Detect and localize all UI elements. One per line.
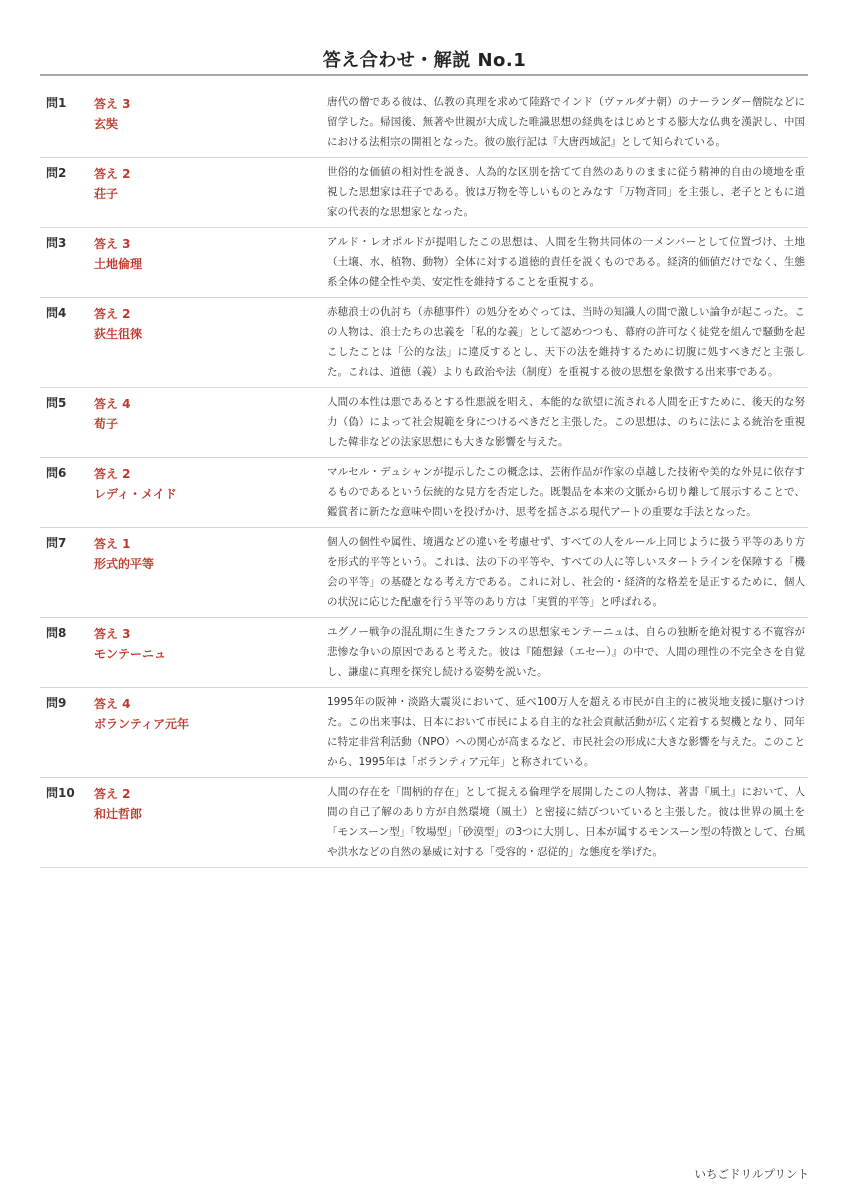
explanation-text: 人間の本性は悪であるとする性悪説を唱え、本能的な欲望に流される人間を正すために、後天的な努力（偽）によって社会規範を身につけるべきだと主張した。この思想は、のちに法による統治を重視した韓非などの法家思想にも大きな影響を与えた。	[327, 396, 805, 448]
explanation-text: アルド・レオポルドが提唱したこの思想は、人間を生物共同体の一メンバーとして位置づけ、土地（土壌、水、植物、動物）全体に対する道徳的責任を説くものである。経済的価値だけでなく、生態系全体の健全性や美、安定性を維持することを重視する。	[327, 236, 805, 288]
answer-term: 土地倫理	[94, 257, 143, 271]
question-number: 問3	[46, 236, 67, 250]
answer-block	[94, 624, 314, 664]
answer-choice: 答え 3	[94, 627, 131, 641]
explanation-text: 唐代の僧である彼は、仏教の真理を求めて陸路でインド（ヴァルダナ朝）のナーランダー僧院などに留学した。帰国後、無著や世親が大成した唯識思想の経典をはじめとする膨大な仏典を漢訳し、中国における法相宗の開祖となった。彼の旅行記は『大唐西域記』として知られている。	[327, 96, 805, 148]
answer-block	[94, 304, 314, 344]
explanation-text: ユグノー戦争の混乱期に生きたフランスの思想家モンテーニュは、自らの独断を絶対視する不寛容が悲惨な争いの原因であると考えた。彼は『随想録（エセー）』の中で、人間の理性の不完全さを自覚し、謙虚に真理を探究し続ける姿勢を説いた。	[327, 626, 805, 678]
answer-choice: 答え 2	[94, 787, 131, 801]
answer-term: 荻生徂徠	[94, 327, 143, 341]
answer-block	[94, 234, 314, 274]
answer-term: 玄奘	[94, 117, 119, 131]
answer-choice: 答え 2	[94, 307, 131, 321]
answer-choice: 答え 2	[94, 467, 131, 481]
question-number: 問6	[46, 466, 67, 480]
answer-row	[40, 228, 808, 298]
answer-block	[94, 694, 314, 734]
answer-choice: 答え 4	[94, 697, 131, 711]
answer-block	[94, 94, 314, 134]
answer-choice: 答え 4	[94, 397, 131, 411]
answer-row	[40, 298, 808, 388]
answer-term: 荀子	[94, 417, 119, 431]
question-number: 問4	[46, 306, 67, 320]
answer-term: 荘子	[94, 187, 119, 201]
answer-choice: 答え 3	[94, 97, 131, 111]
question-number: 問9	[46, 696, 67, 710]
answer-block	[94, 784, 314, 824]
answer-choice: 答え 3	[94, 237, 131, 251]
page-title: 答え合わせ・解説 No.1	[322, 50, 527, 71]
explanation-text: 世俗的な価値の相対性を説き、人為的な区別を捨てて自然のありのままに従う精神的自由の境地を重視した思想家は荘子である。彼は万物を等しいものとみなす「万物斉同」を主張し、老子とともに道家の代表的な思想家となった。	[327, 166, 805, 218]
answer-term: 形式的平等	[94, 557, 155, 571]
question-number: 問7	[46, 536, 67, 550]
answer-row	[40, 528, 808, 618]
answer-block	[94, 464, 314, 504]
answer-choice: 答え 2	[94, 167, 131, 181]
answer-row	[40, 88, 808, 158]
answer-row	[40, 458, 808, 528]
title-divider	[40, 74, 808, 76]
answer-row	[40, 618, 808, 688]
answer-choice: 答え 1	[94, 537, 131, 551]
explanation-text: 1995年の阪神・淡路大震災において、延べ100万人を超える市民が自主的に被災地支援に駆けつけた。この出来事は、日本において市民による自主的な社会貢献活動が広く定着する契機となり、同年に特定非営利活動（NPO）への関心が高まるなど、市民社会の形成に大きな影響を与えた。このことから、1995年は「ボランティア元年」と称されている。	[327, 696, 805, 768]
explanation-text: 赤穂浪士の仇討ち（赤穂事件）の処分をめぐっては、当時の知識人の間で激しい論争が起こった。この人物は、浪士たちの忠義を「私的な義」として認めつつも、幕府の許可なく徒党を組んで騒動を起こしたことは「公的な法」に違反するとし、天下の法を維持するために切腹に処すべきだと主張した。これは、道徳（義）よりも政治や法（制度）を重視する彼の思想を象徴する出来事である。	[327, 306, 805, 378]
question-number: 問5	[46, 396, 67, 410]
answer-row	[40, 388, 808, 458]
explanation-text: マルセル・デュシャンが提示したこの概念は、芸術作品が作家の卓越した技術や美的な外見に依存するものであるという伝統的な見方を否定した。既製品を本来の文脈から切り離して展示することで、鑑賞者に新たな意味や問いを投げかけ、思考を揺さぶる現代アートの重要な手法となった。	[327, 466, 805, 518]
answer-block	[94, 394, 314, 434]
answer-term: 和辻哲郎	[94, 807, 143, 821]
answer-term: モンテーニュ	[94, 647, 167, 661]
answer-row	[40, 688, 808, 778]
footer-brand: いちごドリルプリント	[694, 1167, 809, 1181]
question-number: 問2	[46, 166, 67, 180]
answer-list	[40, 88, 808, 868]
question-number: 問8	[46, 626, 67, 640]
answer-term: レディ・メイド	[94, 487, 177, 501]
explanation-text: 個人の個性や属性、境遇などの違いを考慮せず、すべての人をルール上同じように扱う平等のあり方を形式的平等という。これは、法の下の平等や、すべての人に等しいスタートラインを保障する「機会の平等」の基礎となる考え方である。これに対し、社会的・経済的な格差を是正するために、個人の状況に応じた配慮を行う平等のあり方は「実質的平等」と呼ばれる。	[327, 536, 805, 608]
answer-block	[94, 534, 314, 574]
question-number: 問1	[46, 96, 67, 110]
answer-term: ボランティア元年	[94, 717, 190, 731]
answer-block	[94, 164, 314, 204]
answer-row	[40, 778, 808, 868]
answer-row	[40, 158, 808, 228]
question-number: 問10	[46, 786, 75, 800]
explanation-text: 人間の存在を「間柄的存在」として捉える倫理学を展開したこの人物は、著書『風土』において、人間の自己了解のあり方が自然環境（風土）と密接に結びついていると主張した。彼は世界の風土を「モンスーン型」「牧場型」「砂漠型」の3つに大別し、日本が属するモンスーン型の特徴として、台風や洪水などの自然の暴威に対する「受容的・忍従的」な態度を挙げた。	[327, 786, 805, 858]
